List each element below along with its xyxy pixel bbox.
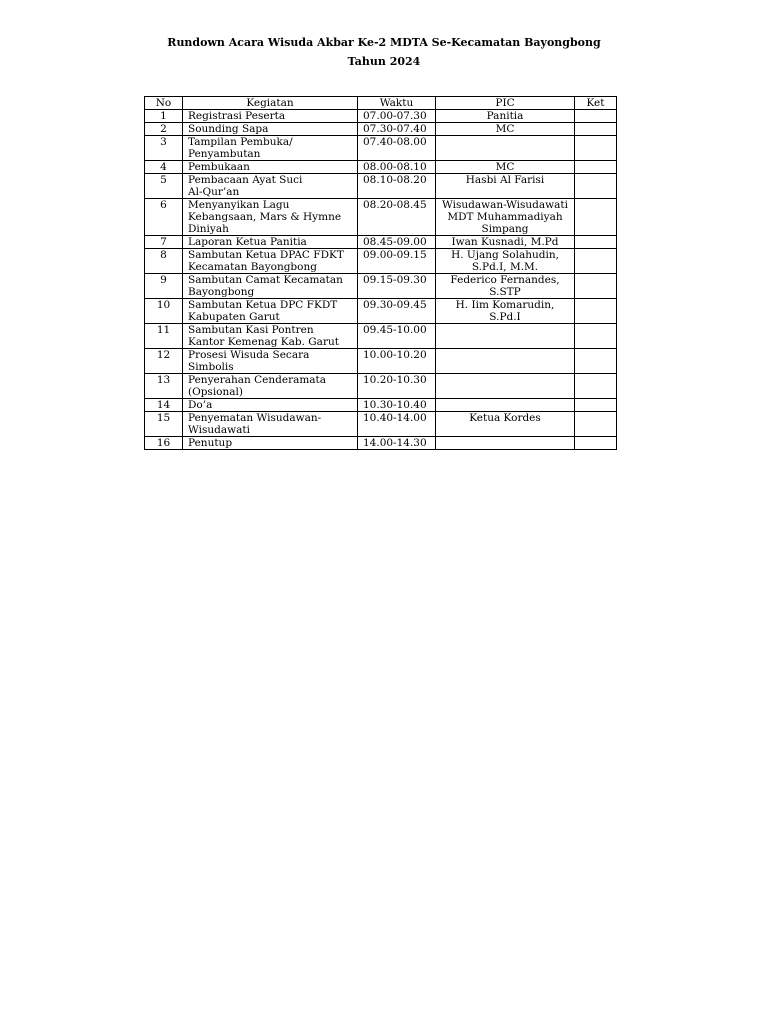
cell-kegiatan: Penutup	[183, 437, 358, 450]
cell-kegiatan: Do’a	[183, 399, 358, 412]
table-row	[145, 274, 617, 299]
cell-ket	[575, 412, 617, 437]
table-header-row	[145, 97, 617, 110]
cell-ket	[575, 349, 617, 374]
cell-ket	[575, 399, 617, 412]
cell-kegiatan: Menyanyikan Lagu Kebangsaan, Mars & Hymne Diniyah	[183, 199, 358, 236]
cell-kegiatan: Sambutan Ketua DPAC FDKT Kecamatan Bayongbong	[183, 249, 358, 274]
cell-no: 4	[145, 161, 183, 174]
cell-ket	[575, 236, 617, 249]
cell-no: 11	[145, 324, 183, 349]
table-row	[145, 236, 617, 249]
cell-ket	[575, 374, 617, 399]
table-row	[145, 324, 617, 349]
cell-no: 16	[145, 437, 183, 450]
cell-ket	[575, 161, 617, 174]
cell-pic: MC	[436, 161, 575, 174]
table-row	[145, 412, 617, 437]
cell-pic: MC	[436, 123, 575, 136]
cell-ket	[575, 199, 617, 236]
cell-ket	[575, 249, 617, 274]
table-row	[145, 136, 617, 161]
cell-kegiatan: Laporan Ketua Panitia	[183, 236, 358, 249]
cell-kegiatan: Tampilan Pembuka/ Penyambutan	[183, 136, 358, 161]
cell-waktu: 10.30-10.40	[358, 399, 436, 412]
cell-waktu: 08.20-08.45	[358, 199, 436, 236]
cell-pic	[436, 437, 575, 450]
cell-waktu: 07.00-07.30	[358, 110, 436, 123]
cell-ket	[575, 110, 617, 123]
cell-ket	[575, 136, 617, 161]
cell-waktu: 10.20-10.30	[358, 374, 436, 399]
cell-no: 9	[145, 274, 183, 299]
cell-pic	[436, 349, 575, 374]
cell-no: 1	[145, 110, 183, 123]
cell-no: 2	[145, 123, 183, 136]
cell-pic	[436, 374, 575, 399]
table-row	[145, 374, 617, 399]
cell-waktu: 10.00-10.20	[358, 349, 436, 374]
cell-ket	[575, 437, 617, 450]
document-year: Tahun 2024	[347, 55, 421, 68]
cell-pic: Ketua Kordes	[436, 412, 575, 437]
rundown-table	[144, 96, 617, 450]
cell-pic: Federico Fernandes, S.STP	[436, 274, 575, 299]
cell-no: 8	[145, 249, 183, 274]
cell-kegiatan: Sounding Sapa	[183, 123, 358, 136]
header-kegiatan: Kegiatan	[183, 97, 358, 110]
cell-no: 7	[145, 236, 183, 249]
cell-ket	[575, 299, 617, 324]
cell-kegiatan: Prosesi Wisuda Secara Simbolis	[183, 349, 358, 374]
header-no: No	[145, 97, 183, 110]
cell-ket	[575, 274, 617, 299]
cell-kegiatan: Sambutan Ketua DPC FKDT Kabupaten Garut	[183, 299, 358, 324]
cell-kegiatan: Pembukaan	[183, 161, 358, 174]
cell-waktu: 08.10-08.20	[358, 174, 436, 199]
header-pic: PIC	[436, 97, 575, 110]
cell-pic: Hasbi Al Farisi	[436, 174, 575, 199]
cell-no: 12	[145, 349, 183, 374]
cell-kegiatan: Sambutan Kasi Pontren Kantor Kemenag Kab. Garut	[183, 324, 358, 349]
cell-no: 14	[145, 399, 183, 412]
cell-waktu: 08.00-08.10	[358, 161, 436, 174]
cell-waktu: 09.15-09.30	[358, 274, 436, 299]
cell-no: 3	[145, 136, 183, 161]
cell-waktu: 10.40-14.00	[358, 412, 436, 437]
cell-ket	[575, 123, 617, 136]
table-row	[145, 249, 617, 274]
cell-no: 10	[145, 299, 183, 324]
table-row	[145, 399, 617, 412]
cell-no: 6	[145, 199, 183, 236]
cell-kegiatan: Registrasi Peserta	[183, 110, 358, 123]
cell-no: 5	[145, 174, 183, 199]
cell-pic	[436, 136, 575, 161]
cell-ket	[575, 174, 617, 199]
cell-ket	[575, 324, 617, 349]
cell-waktu: 14.00-14.30	[358, 437, 436, 450]
cell-kegiatan: Pembacaan Ayat Suci Al-Qur’an	[183, 174, 358, 199]
table-row	[145, 437, 617, 450]
table-row	[145, 349, 617, 374]
cell-waktu: 07.40-08.00	[358, 136, 436, 161]
cell-waktu: 09.45-10.00	[358, 324, 436, 349]
cell-pic: H. Iim Komarudin, S.Pd.I	[436, 299, 575, 324]
cell-pic	[436, 324, 575, 349]
header-waktu: Waktu	[358, 97, 436, 110]
cell-waktu: 09.00-09.15	[358, 249, 436, 274]
cell-waktu: 08.45-09.00	[358, 236, 436, 249]
cell-waktu: 07.30-07.40	[358, 123, 436, 136]
cell-pic: Panitia	[436, 110, 575, 123]
cell-no: 13	[145, 374, 183, 399]
cell-no: 15	[145, 412, 183, 437]
document-title: Rundown Acara Wisuda Akbar Ke-2 MDTA Se-Kecamatan Bayongbong	[167, 36, 601, 49]
cell-waktu: 09.30-09.45	[358, 299, 436, 324]
cell-pic: H. Ujang Solahudin, S.Pd.I, M.M.	[436, 249, 575, 274]
cell-kegiatan: Penyematan Wisudawan- Wisudawati	[183, 412, 358, 437]
cell-pic	[436, 399, 575, 412]
cell-pic: Iwan Kusnadi, M.Pd	[436, 236, 575, 249]
cell-pic: Wisudawan-Wisudawati MDT Muhammadiyah Simpang	[436, 199, 575, 236]
cell-kegiatan: Penyerahan Cenderamata (Opsional)	[183, 374, 358, 399]
cell-kegiatan: Sambutan Camat Kecamatan Bayongbong	[183, 274, 358, 299]
table-row	[145, 123, 617, 136]
table-row	[145, 174, 617, 199]
table-row	[145, 299, 617, 324]
table-row	[145, 199, 617, 236]
header-ket: Ket	[575, 97, 617, 110]
table-row	[145, 161, 617, 174]
table-row	[145, 110, 617, 123]
